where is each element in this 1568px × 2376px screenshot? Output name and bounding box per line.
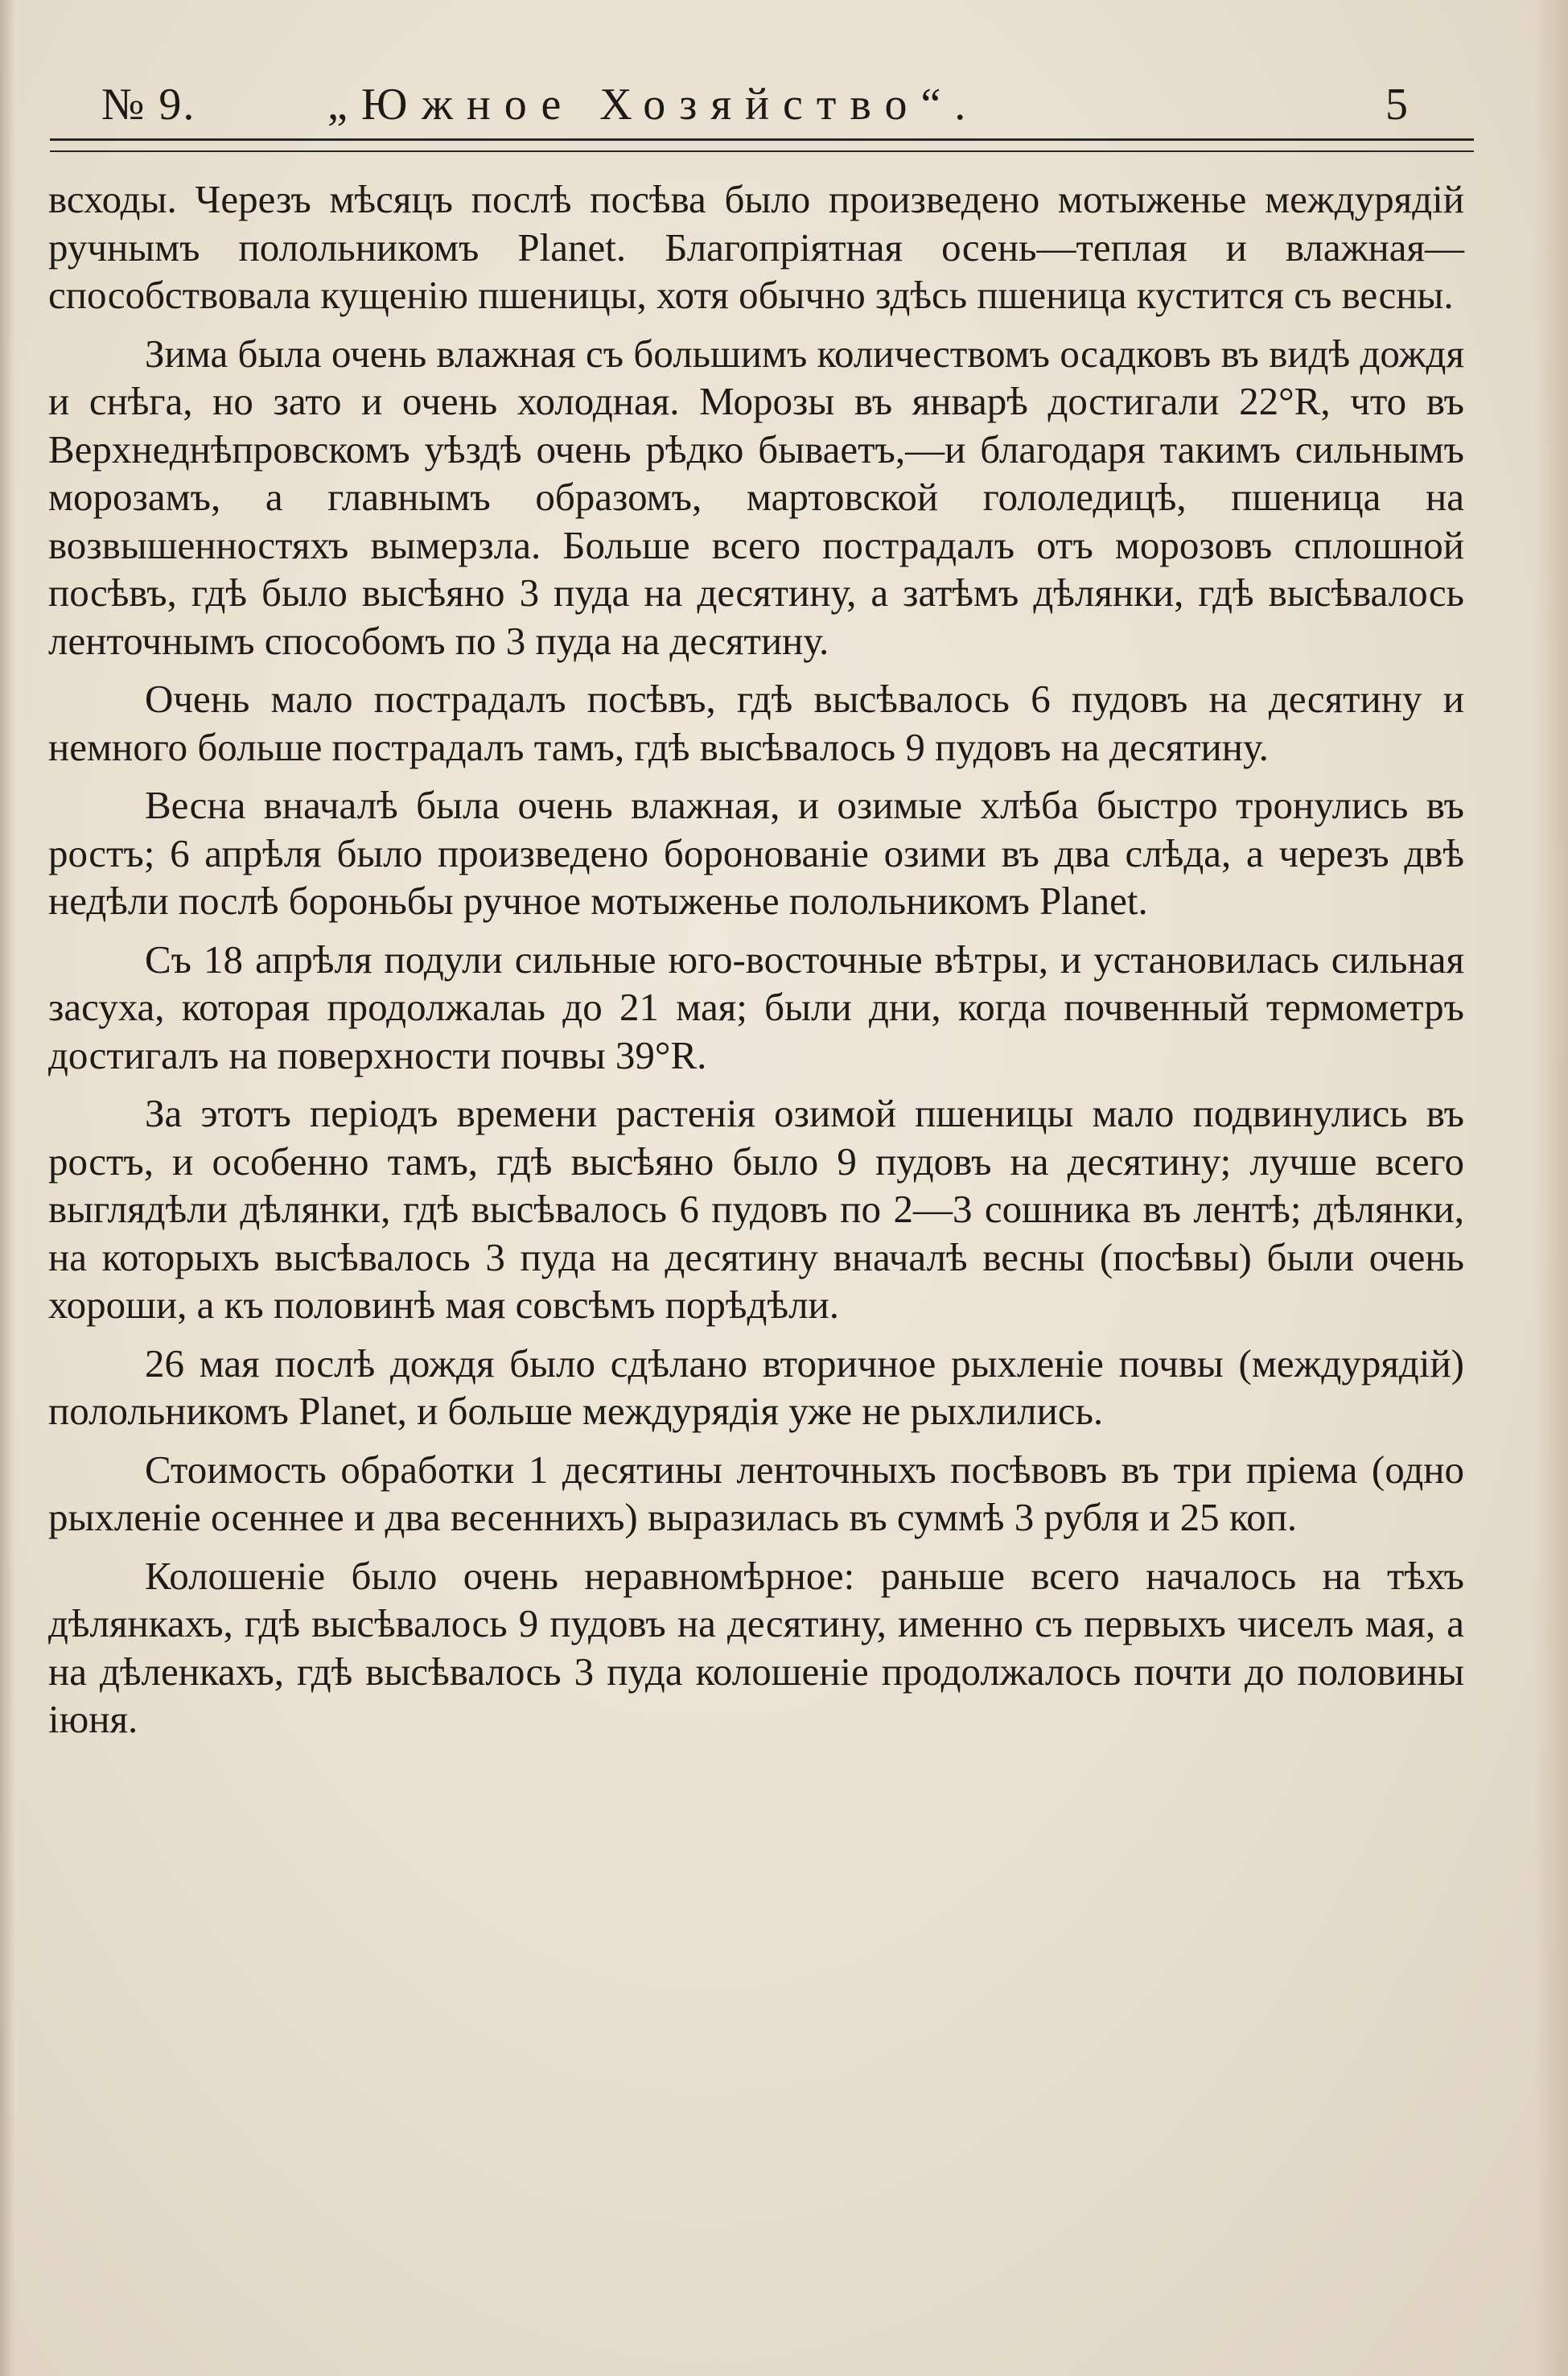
page-number: 5	[1385, 80, 1408, 130]
issue-number: № 9.	[101, 80, 196, 130]
article-body	[48, 175, 1464, 1754]
paragraph-7: 26 мая послѣ дождя было сдѣлано вторичное рыхленіе почвы (междурядій) полольникомъ Planet, и больше междурядія уже не рыхлились.	[48, 1340, 1464, 1433]
paragraph-8: Стоимость обработки 1 десятины ленточныхъ посѣвовъ въ три пріема (одно рыхленіе осеннее и два весеннихъ) выразилась въ суммѣ 3 рубля и 25 коп.	[48, 1447, 1464, 1539]
running-header	[50, 79, 1474, 143]
header-double-rule	[50, 138, 1474, 152]
journal-title: „Южное Хозяйство“.	[327, 80, 980, 130]
page-left-shadow	[0, 0, 14, 2376]
paragraph-1: всходы. Черезъ мѣсяцъ послѣ посѣва было произведено мотыженье междурядій ручнымъ полольникомъ Planet. Благопріятная осень—теплая и влажная—способствовала кущенію пшеницы, хотя обычно здѣсь пшеница кустится съ весны.	[48, 177, 1464, 317]
paragraph-4: Весна вначалѣ была очень влажная, и озимые хлѣба быстро тронулись въ ростъ; 6 апрѣля было произведено боронованіе озими въ два слѣда, а черезъ двѣ недѣли послѣ бороньбы ручное мотыженье полольникомъ Planet.	[48, 783, 1464, 923]
paragraph-6: За этотъ періодъ времени растенія озимой пшеницы мало подвинулись въ ростъ, и особенно тамъ, гдѣ высѣяно было 9 пудовъ на десятину; лучше всего выглядѣли дѣлянки, гдѣ высѣвалось 6 пудовъ по 2—3 сошника въ лентѣ; дѣлянки, на которыхъ высѣвалось 3 пуда на десятину вначалѣ весны (посѣвы) были очень хороши, а къ половинѣ мая совсѣмъ порѣдѣли.	[48, 1091, 1464, 1327]
paragraph-2: Зима была очень влажная съ большимъ количествомъ осадковъ въ видѣ дождя и снѣга, но зато и очень холодная. Морозы въ январѣ достигали 22°R, что въ Верхнеднѣпровскомъ уѣздѣ очень рѣдко бываетъ,—и благодаря такимъ сильнымъ морозамъ, а главнымъ образомъ, мартовской гололедицѣ, пшеница на возвышенностяхъ вымерзла. Больше всего пострадалъ отъ морозовъ сплошной посѣвъ, гдѣ было высѣяно 3 пуда на десятину, а затѣмъ дѣлянки, гдѣ высѣвалось ленточнымъ способомъ по 3 пуда на десятину.	[48, 331, 1464, 663]
paragraph-5: Съ 18 апрѣля подули сильные юго-восточные вѣтры, и установилась сильная засуха, которая продолжалаь до 21 мая; были дни, когда почвенный термометръ достигалъ на поверхности почвы 39°R.	[48, 937, 1464, 1077]
page-right-shadow	[1536, 0, 1568, 2376]
paragraph-3: Очень мало пострадалъ посѣвъ, гдѣ высѣвалось 6 пудовъ на десятину и немного больше пострадалъ тамъ, гдѣ высѣвалось 9 пудовъ на десятину.	[48, 677, 1464, 769]
paragraph-9: Колошеніе было очень неравномѣрное: раньше всего началось на тѣхъ дѣлянкахъ, гдѣ высѣвалось 9 пудовъ на десятину, именно съ первыхъ чиселъ мая, а на дѣленкахъ, гдѣ высѣвалось 3 пуда колошеніе продолжалось почти до половины іюня.	[48, 1553, 1464, 1741]
